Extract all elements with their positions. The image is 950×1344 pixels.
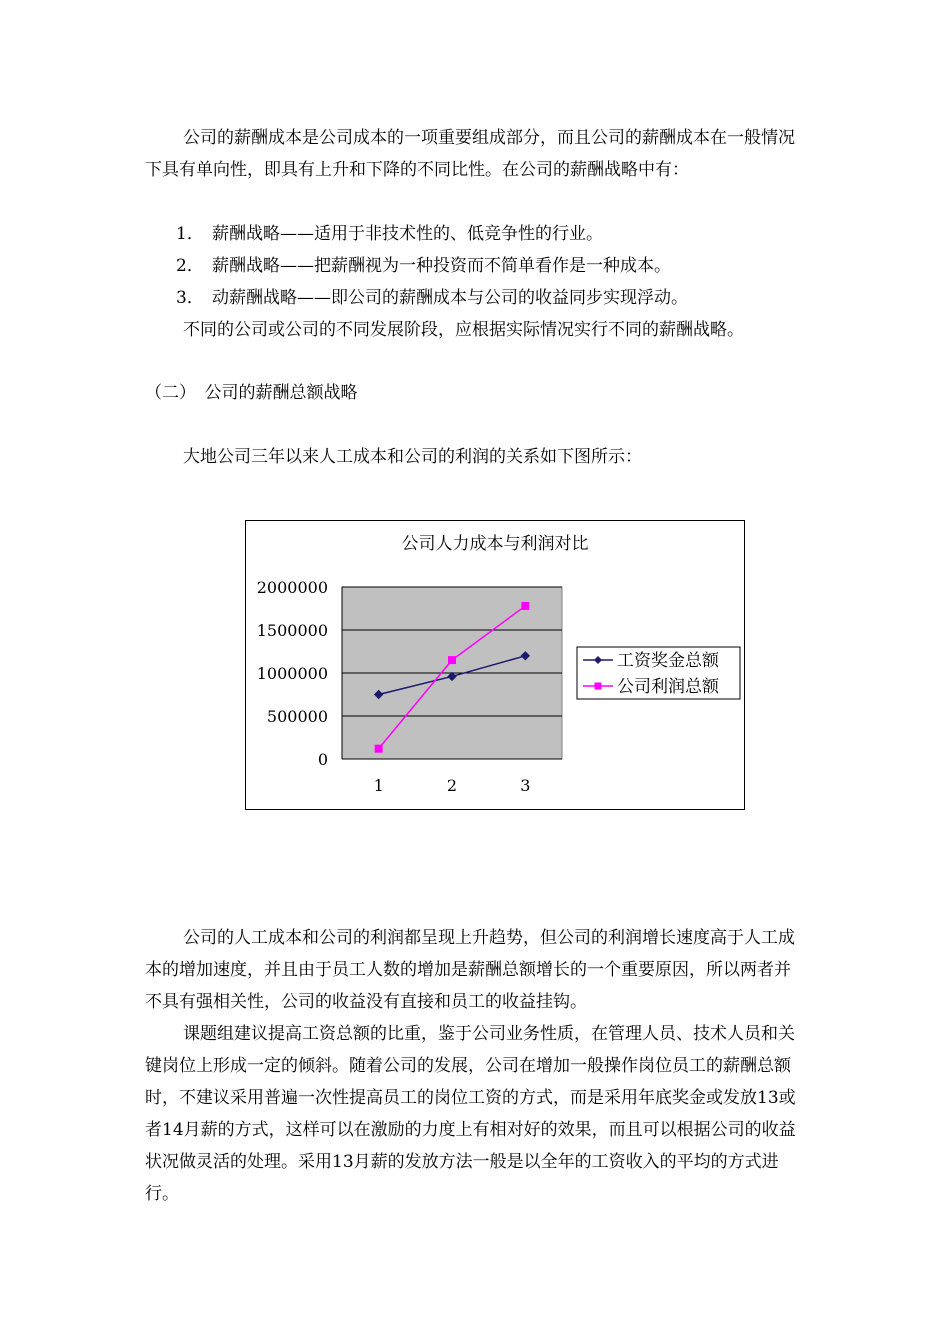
section-heading: （二） 公司的薪酬总额战略	[145, 383, 358, 403]
list-item	[176, 250, 671, 282]
x-tick-label: 2	[446, 776, 458, 795]
y-tick-label: 2000000	[256, 578, 328, 597]
y-tick-label: 1500000	[256, 621, 328, 640]
list-item	[176, 282, 688, 314]
data-point-square	[522, 602, 529, 609]
list-item-number: 1．	[176, 224, 204, 244]
list-item-text: 薪酬战略——适用于非技术性的、低竞争性的行业。	[212, 224, 603, 244]
x-tick-label: 3	[520, 776, 531, 795]
legend-label: 公司利润总额	[617, 677, 719, 697]
list-item-text: 薪酬战略——把薪酬视为一种投资而不简单看作是一种成本。	[212, 256, 671, 276]
data-point-square	[449, 657, 456, 664]
list-item-number: 3．	[176, 288, 204, 308]
analysis-paragraph: 公司的人工成本和公司的利润都呈现上升趋势，但公司的利润增长速度高于人工成本的增加速度，并且由于员工人数的增加是薪酬总额增长的一个重要原因，所以两者并不具有强相关性，公司的收益没有直接和员工的收益挂钩。	[145, 928, 795, 1012]
x-tick-label: 1	[373, 776, 384, 795]
y-tick-label: 0	[317, 750, 328, 769]
chart-container	[245, 520, 745, 810]
legend-label: 工资奖金总额	[617, 651, 719, 671]
line-chart	[246, 521, 744, 809]
y-tick-label: 1000000	[256, 664, 328, 683]
list-item-text: 动薪酬战略——即公司的薪酬成本与公司的收益同步实现浮动。	[212, 288, 688, 308]
legend-marker-square	[595, 683, 602, 690]
data-point-square	[375, 745, 382, 752]
list-item-number: 2．	[176, 256, 204, 276]
list-item	[176, 218, 603, 250]
chart-title: 公司人力成本与利润对比	[401, 534, 589, 554]
after-items-paragraph: 不同的公司或公司的不同发展阶段，应根据实际情况实行不同的薪酬战略。	[183, 320, 744, 340]
y-tick-label: 500000	[266, 707, 328, 726]
recommendation-paragraph: 课题组建议提高工资总额的比重，鉴于公司业务性质，在管理人员、技术人员和关键岗位上形成一定的倾斜。随着公司的发展，公司在增加一般操作岗位员工的薪酬总额时，不建议采用普遍一次性提高员工的岗位工资的方式，而是采用年底奖金或发放13或者14月薪的方式，这样可以在激励的力度上有相对好的效果，而且可以根据公司的收益状况做灵活的处理。采用13月薪的发放方法一般是以全年的工资收入的平均的方式进行。	[145, 1024, 796, 1204]
chart-intro-paragraph: 大地公司三年以来人工成本和公司的利润的关系如下图所示：	[183, 447, 642, 467]
intro-paragraph: 公司的薪酬成本是公司成本的一项重要组成部分，而且公司的薪酬成本在一般情况下具有单向性，即具有上升和下降的不同比性。在公司的薪酬战略中有：	[145, 128, 795, 180]
